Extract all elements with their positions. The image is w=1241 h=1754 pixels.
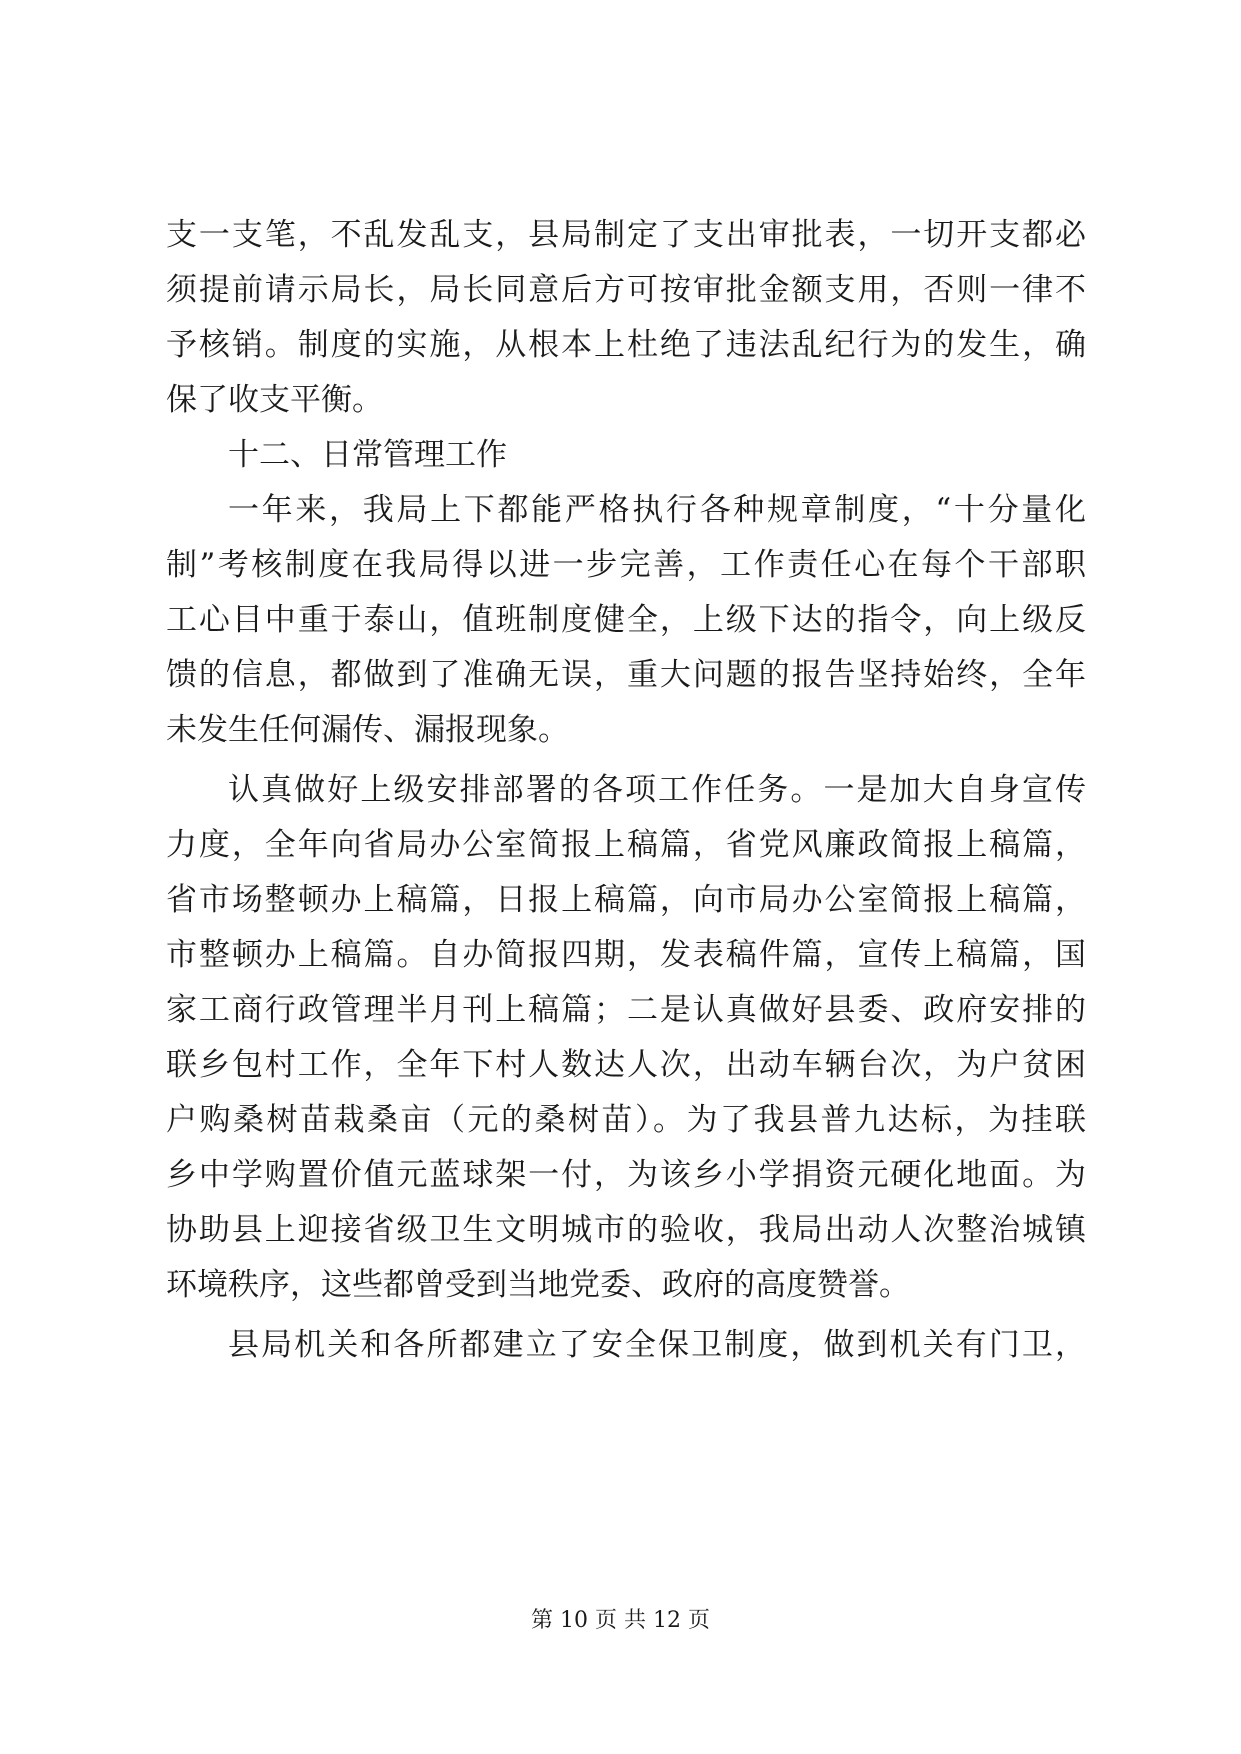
section-heading: 十二、日常管理工作 <box>228 437 507 473</box>
body-line-17: 户购桑树苗栽桑亩（元的桑树苗）。为了我县普九达标，为挂联 <box>166 1102 1086 1138</box>
body-line-3: 予核销。制度的实施，从根本上杜绝了违法乱纪行为的发生，确 <box>166 327 1086 363</box>
body-line-12: 力度，全年向省局办公室简报上稿篇，省党风廉政简报上稿篇， <box>166 827 1086 863</box>
body-line-21: 县局机关和各所都建立了安全保卫制度，做到机关有门卫， <box>228 1327 1086 1363</box>
body-line-18: 乡中学购置价值元蓝球架一付，为该乡小学捐资元硬化地面。为 <box>166 1157 1086 1193</box>
body-line-19: 协助县上迎接省级卫生文明城市的验收，我局出动人次整治城镇 <box>166 1212 1086 1248</box>
body-line-1: 支一支笔，不乱发乱支，县局制定了支出审批表，一切开支都必 <box>166 217 1086 253</box>
body-line-11: 认真做好上级安排部署的各项工作任务。一是加大自身宣传 <box>228 772 1086 808</box>
body-line-9: 馈的信息，都做到了准确无误，重大问题的报告坚持始终，全年 <box>166 657 1086 693</box>
body-line-8: 工心目中重于泰山，值班制度健全，上级下达的指令，向上级反 <box>166 602 1086 638</box>
body-line-16: 联乡包村工作，全年下村人数达人次，出动车辆台次，为户贫困 <box>166 1047 1086 1083</box>
body-line-4: 保了收支平衡。 <box>166 382 383 418</box>
body-line-14: 市整顿办上稿篇。自办简报四期，发表稿件篇，宣传上稿篇，国 <box>166 937 1086 973</box>
page-number-footer: 第 10 页 共 12 页 <box>531 1608 710 1633</box>
body-line-15: 家工商行政管理半月刊上稿篇；二是认真做好县委、政府安排的 <box>166 992 1086 1028</box>
body-line-10: 未发生任何漏传、漏报现象。 <box>166 712 569 748</box>
body-line-6: 一年来，我局上下都能严格执行各种规章制度，“十分量化 <box>228 492 1086 528</box>
body-line-20: 环境秩序，这些都曾受到当地党委、政府的高度赞誉。 <box>166 1267 910 1303</box>
body-line-7: 制”考核制度在我局得以进一步完善，工作责任心在每个干部职 <box>166 547 1086 583</box>
body-line-13: 省市场整顿办上稿篇，日报上稿篇，向市局办公室简报上稿篇， <box>166 882 1086 918</box>
body-line-2: 须提前请示局长，局长同意后方可按审批金额支用，否则一律不 <box>166 272 1086 308</box>
